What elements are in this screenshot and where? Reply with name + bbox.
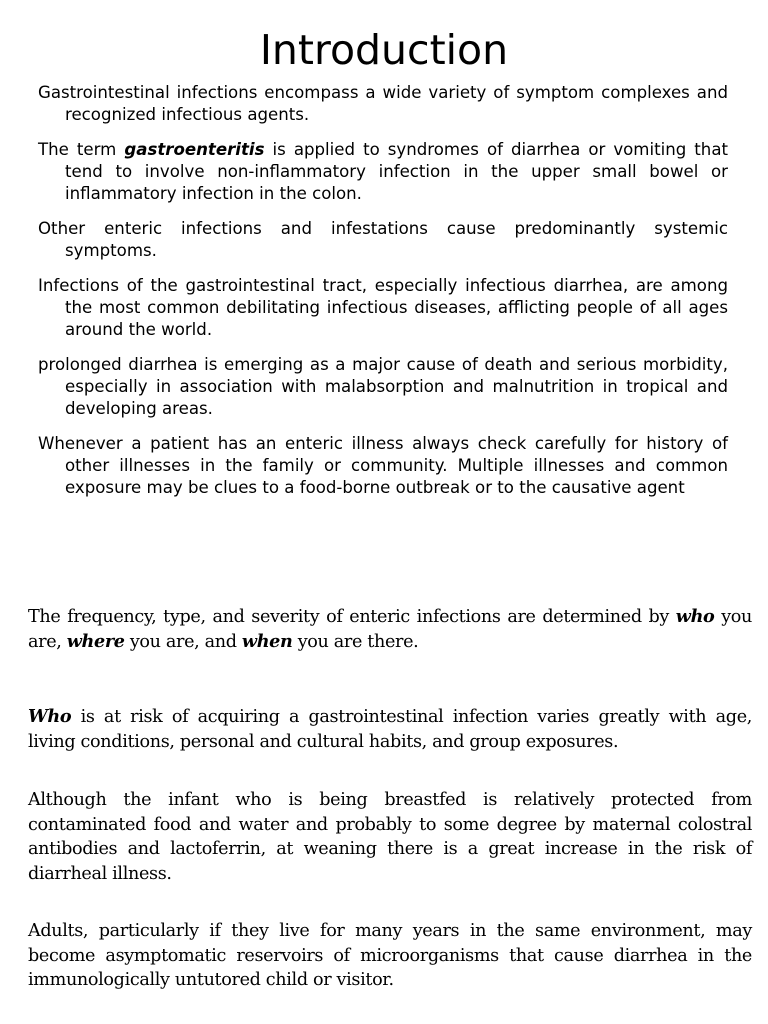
paragraph-text: Although the infant who is being breastfed is relatively protected from contaminated food and water and probably to some degree by maternal colostral antibodies and lactoferrin, at weaning there is a great increase in the risk of diarrheal illness. xyxy=(28,790,752,884)
paragraph-segment: you are there. xyxy=(292,631,419,652)
bullet-item: Gastrointestinal infections encompass a wide variety of symptom complexes and recognized infectious agents. xyxy=(38,83,728,124)
page-title: Introduction xyxy=(259,26,509,74)
paragraph-segment: The frequency, type, and severity of enteric infections are determined by xyxy=(28,607,676,627)
paragraph-text xyxy=(28,705,752,754)
bullet-item: Whenever a patient has an enteric illness always check carefully for history of other illnesses in the family or community. Multiple illnesses and common exposure may be clues to a food-borne outbreak or to the causative agent xyxy=(38,434,728,497)
bullet-text: is applied to syndromes of diarrhea or vomiting that tend to involve non-inflammatory infection in the upper small bowel or inflammatory infection in the colon. xyxy=(65,140,728,203)
bullet-item xyxy=(38,139,728,205)
paragraph-text: Adults, particularly if they live for many years in the same environment, may become asymptomatic reservoirs of microorganisms that cause diarrhea in the immunologically untutored child or visitor. xyxy=(28,921,752,990)
paragraph-segment: you are, and xyxy=(124,631,242,652)
bullet-item: Other enteric infections and infestations cause predominantly systemic symptoms. xyxy=(38,219,728,260)
bullet-list xyxy=(38,82,728,512)
paragraph-text xyxy=(28,605,752,654)
emphasized-term: gastroenteritis xyxy=(124,140,265,159)
emphasized-word: when xyxy=(241,630,293,652)
body-paragraph xyxy=(28,919,752,993)
bullet-item: prolonged diarrhea is emerging as a major cause of death and serious morbidity, especially in association with malabsorption and malnutrition in tropical and developing areas. xyxy=(38,355,728,418)
emphasized-word: where xyxy=(66,630,125,652)
bullet-item: Infections of the gastrointestinal tract, especially infectious diarrhea, are among the most common debilitating infectious diseases, afflicting people of all ages around the world. xyxy=(38,276,728,339)
body-paragraph xyxy=(28,605,752,654)
paragraph-segment: is at risk of acquiring a gastrointestinal infection varies greatly with age, living conditions, personal and cultural habits, and group exposures. xyxy=(28,707,752,752)
emphasized-word: who xyxy=(675,606,715,627)
body-paragraph xyxy=(28,705,752,754)
paragraph-segment: you are, xyxy=(28,607,753,652)
bullet-text: The term xyxy=(38,140,125,159)
emphasized-word: Who xyxy=(28,706,72,727)
body-paragraph xyxy=(28,788,752,886)
